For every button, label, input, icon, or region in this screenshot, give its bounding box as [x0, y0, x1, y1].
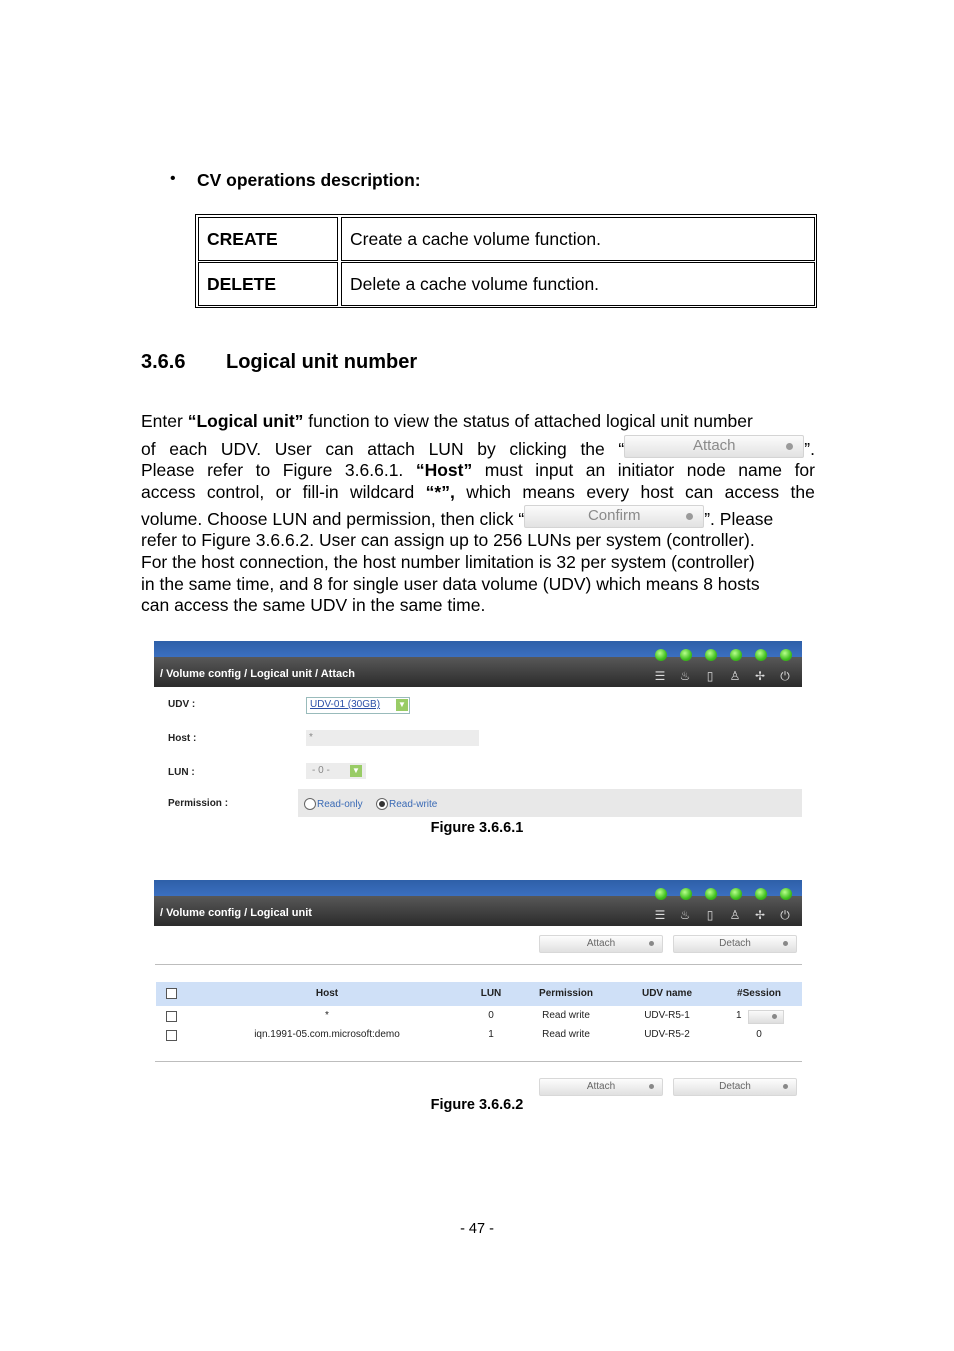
inline-attach-button: Attach: [624, 435, 804, 458]
section-title: Logical unit number: [226, 351, 418, 373]
thermometer-icon[interactable]: ♨: [679, 669, 691, 683]
ops-key-delete: DELETE: [198, 262, 338, 306]
led-icon: [780, 649, 792, 661]
thermometer-icon[interactable]: ♨: [679, 908, 691, 922]
status-leds: [655, 649, 792, 661]
session-detail-button[interactable]: [748, 1010, 784, 1024]
divider: [155, 964, 802, 965]
attach-button-bottom[interactable]: Attach: [539, 1078, 663, 1096]
row-checkbox[interactable]: [166, 1030, 177, 1041]
led-icon: [755, 649, 767, 661]
server-icon[interactable]: ▯: [706, 669, 714, 683]
para-line-7: For the host connection, the host number limitation is 32 per system (controller): [141, 552, 755, 572]
led-icon: [730, 888, 742, 900]
divider: [155, 1061, 802, 1062]
ops-desc-delete: Delete a cache volume function.: [341, 262, 815, 306]
led-icon: [705, 888, 717, 900]
power-icon[interactable]: ⏻: [780, 908, 790, 922]
radio-read-only-label: Read-only: [317, 799, 363, 810]
detach-button-bottom[interactable]: Detach: [673, 1078, 797, 1096]
udv-select-value: UDV-01 (30GB): [310, 699, 381, 710]
row-checkbox[interactable]: [166, 1011, 177, 1022]
lun-select[interactable]: [306, 763, 366, 779]
chevron-down-icon: ▼: [350, 765, 362, 777]
cell-udv-name: UDV-R5-1: [644, 1010, 690, 1021]
toolbar-icons: [653, 669, 792, 683]
led-icon: [705, 649, 717, 661]
fan-icon[interactable]: ✢: [754, 908, 766, 922]
bullet-heading: CV operations description:: [197, 170, 421, 190]
col-lun[interactable]: LUN: [480, 988, 502, 999]
cell-session: 1: [736, 1010, 742, 1021]
led-icon: [730, 649, 742, 661]
figure-1-caption: Figure 3.6.6.1: [430, 820, 524, 836]
bullet-dot: •: [170, 170, 176, 187]
fan-icon[interactable]: ✢: [754, 669, 766, 683]
status-leds: [655, 888, 792, 900]
para-line-1: Enter “Logical unit” function to view the status of attached logical unit number: [141, 411, 753, 431]
permission-label: Permission :: [168, 798, 229, 809]
para-line-4: access control, or fill-in wildcard “*”, which means every host can access the: [141, 482, 815, 502]
para-line-6: refer to Figure 3.6.6.2. User can assign up to 256 LUNs per system (controller).: [141, 530, 755, 550]
udv-label: UDV :: [168, 699, 196, 710]
inline-confirm-button: Confirm: [524, 505, 704, 528]
radio-read-write[interactable]: [376, 798, 388, 810]
host-input-value: *: [309, 732, 313, 743]
power-icon[interactable]: ⏻: [780, 669, 790, 683]
page-number: - 47 -: [460, 1221, 494, 1237]
fig1-title-bar: [154, 641, 802, 687]
permission-row: [298, 789, 802, 817]
fig2-title-bar: [154, 880, 802, 926]
radio-read-write-label: Read-write: [389, 799, 438, 810]
col-host[interactable]: Host: [315, 988, 339, 999]
cell-lun: 1: [488, 1029, 494, 1040]
cell-session: 0: [756, 1029, 762, 1040]
led-icon: [655, 649, 667, 661]
para-line-3: Please refer to Figure 3.6.6.1. “Host” must input an initiator node name for: [141, 460, 815, 480]
cell-host: *: [325, 1010, 329, 1021]
attach-button-top[interactable]: Attach: [539, 935, 663, 953]
para-line-5: volume. Choose LUN and permission, then click “ Confirm ”. Please: [141, 506, 774, 529]
para-line-8: in the same time, and 8 for single user data volume (UDV) which means 8 hosts: [141, 574, 760, 594]
led-icon: [680, 649, 692, 661]
ops-desc-create: Create a cache volume function.: [341, 217, 815, 261]
chevron-down-icon: ▼: [396, 699, 408, 711]
dot-icon: [772, 1014, 777, 1019]
fig2-breadcrumb: / Volume config / Logical unit: [160, 907, 312, 919]
operations-table: [195, 214, 817, 308]
led-icon: [680, 888, 692, 900]
section-number: 3.6.6: [141, 351, 186, 373]
col-session[interactable]: #Session: [737, 988, 781, 999]
toolbar-icons: [653, 908, 792, 922]
host-label: Host :: [168, 733, 197, 744]
fig1-breadcrumb: / Volume config / Logical unit / Attach: [160, 668, 355, 680]
host-input[interactable]: [306, 730, 479, 746]
disk-stack-icon[interactable]: ☰: [654, 669, 666, 683]
cell-permission: Read write: [542, 1029, 590, 1040]
disk-stack-icon[interactable]: ☰: [654, 908, 666, 922]
server-icon[interactable]: ▯: [706, 908, 714, 922]
lun-table-header: [156, 982, 802, 1006]
person-icon[interactable]: ♙: [729, 669, 741, 683]
detach-button-top[interactable]: Detach: [673, 935, 797, 953]
para-line-9: can access the same UDV in the same time.: [141, 595, 486, 615]
radio-selected-dot: [379, 801, 385, 807]
col-permission[interactable]: Permission: [539, 988, 593, 999]
ops-key-create: CREATE: [198, 217, 338, 261]
person-icon[interactable]: ♙: [729, 908, 741, 922]
led-icon: [655, 888, 667, 900]
para-line-2: of each UDV. User can attach LUN by clicking the “ Attach ”.: [141, 436, 815, 459]
led-icon: [755, 888, 767, 900]
lun-select-value: - 0 -: [312, 765, 330, 776]
cell-permission: Read write: [542, 1010, 590, 1021]
cell-host: iqn.1991-05.com.microsoft:demo: [254, 1029, 400, 1040]
figure-2-caption: Figure 3.6.6.2: [430, 1097, 524, 1113]
radio-read-only[interactable]: [304, 798, 316, 810]
cell-udv-name: UDV-R5-2: [644, 1029, 690, 1040]
lun-label: LUN :: [168, 767, 195, 778]
led-icon: [780, 888, 792, 900]
udv-select[interactable]: [306, 697, 410, 714]
col-udv-name[interactable]: UDV name: [641, 988, 692, 999]
cell-lun: 0: [488, 1010, 494, 1021]
select-all-checkbox[interactable]: [166, 988, 177, 999]
